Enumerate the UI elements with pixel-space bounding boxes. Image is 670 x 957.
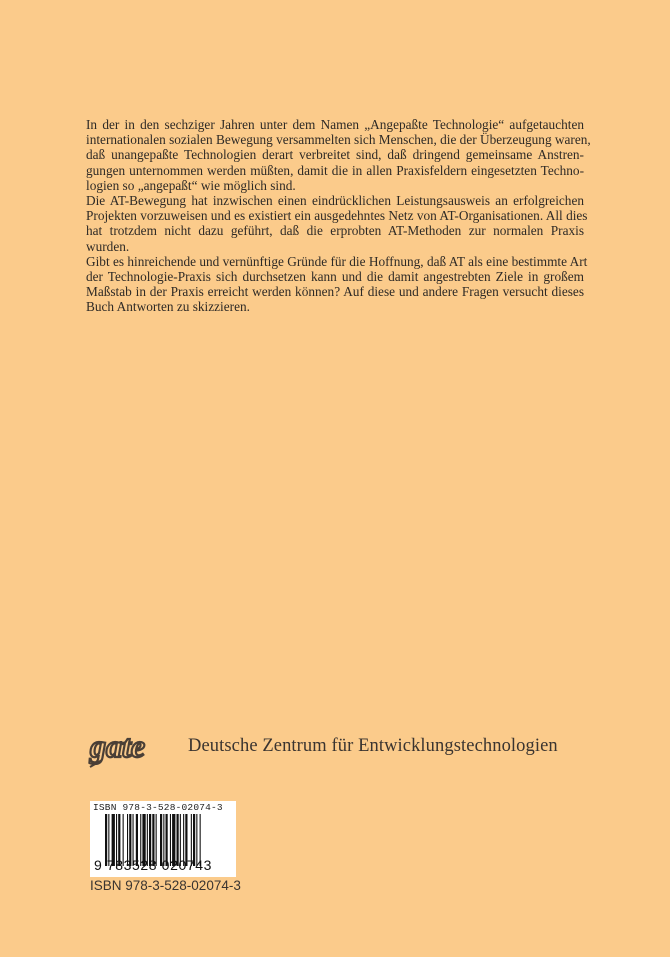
blurb-line: daß unangepaßte Technologien derart verbreitet sind, daß dringend gemeinsame Anstren- bbox=[86, 147, 584, 163]
blurb-line: hat trotzdem nicht dazu geführt, daß die erprobten AT-Methoden zur normalen Praxis bbox=[86, 223, 584, 239]
blurb-line: internationalen sozialen Bewegung versammelten sich Menschen, die der Überzeugung waren, bbox=[86, 132, 591, 148]
blurb-line: Buch Antworten zu skizzieren. bbox=[86, 299, 250, 315]
blurb-line: wurden. bbox=[86, 238, 130, 254]
blurb-text bbox=[86, 117, 591, 315]
svg-text:gate: gate bbox=[90, 728, 146, 764]
blurb-line: Maßstab in der Praxis erreicht werden können? Auf diese und andere Fragen versucht dieses bbox=[86, 284, 584, 300]
publisher-name: Deutsche Zentrum für Entwicklungstechnologien bbox=[188, 736, 558, 756]
blurb-line: logien so „angepaßt“ wie möglich sind. bbox=[86, 177, 296, 193]
blurb-line: gungen unternommen werden müßten, damit die in allen Praxisfeldern eingesetzten Techno- bbox=[86, 162, 584, 178]
gate-logo bbox=[88, 727, 172, 769]
blurb-line: der Technologie-Praxis sich durchsetzen kann und die damit angestrebten Ziele in großem bbox=[86, 269, 584, 285]
isbn-barcode bbox=[90, 801, 236, 877]
barcode-top-label: ISBN 978-3-528-02074-3 bbox=[93, 802, 223, 813]
blurb-line: In der in den sechziger Jahren unter dem Namen „Angepaßte Technologie“ aufgetauchten bbox=[86, 117, 584, 132]
barcode-digits: 9 783528 020743 bbox=[94, 857, 212, 873]
blurb-line: Die AT-Bewegung hat inzwischen einen eindrücklichen Leistungsausweis an erfolgreichen bbox=[86, 193, 584, 209]
blurb-line: Gibt es hinreichende und vernünftige Gründe für die Hoffnung, daß AT als eine bestimmte Art bbox=[86, 253, 588, 269]
blurb-line: Projekten vorzuweisen und es existiert ein ausgedehntes Netz von AT-Organisationen. All dies bbox=[86, 208, 588, 224]
isbn-number: ISBN 978-3-528-02074-3 bbox=[90, 878, 241, 893]
